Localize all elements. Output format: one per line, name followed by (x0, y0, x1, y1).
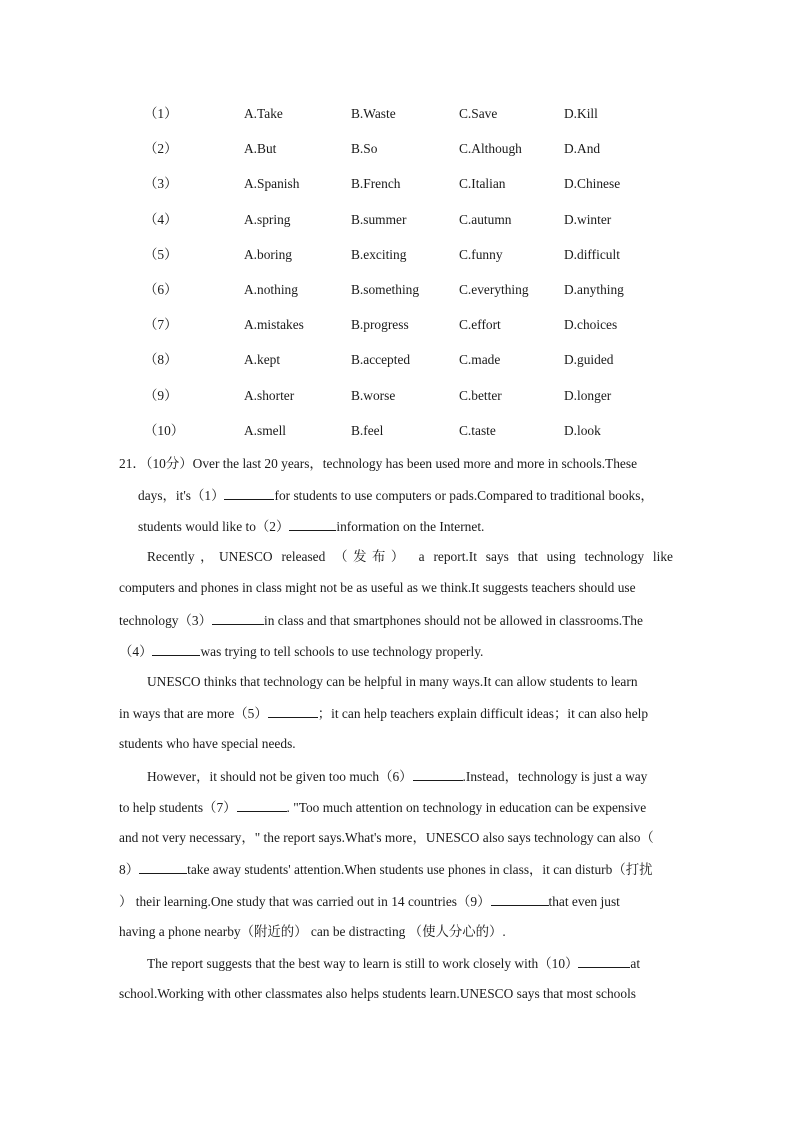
question-number: （9） (144, 387, 178, 403)
option-b: B.summer (351, 211, 407, 227)
passage-line: UNESCO thinks that technology can be helpful in many ways.It can allow students to learn (147, 674, 638, 689)
option-b: B.worse (351, 387, 396, 403)
question-number: （1） (144, 106, 178, 121)
option-c: C.taste (459, 422, 496, 438)
option-d: D.Chinese (564, 176, 621, 192)
passage-line: days，it's（1） for students to use computers or pads.Compared to traditional books， (138, 485, 654, 506)
passage-line: Recently，UNESCO released （发布） a report.It says that using technology like (147, 549, 673, 564)
option-d: D.look (564, 422, 601, 438)
option-row (0, 245, 794, 280)
option-row (0, 350, 794, 385)
option-b: B.French (351, 176, 401, 192)
option-b: B.So (351, 141, 378, 157)
question-number: （5） (144, 246, 178, 262)
option-b: B.something (351, 281, 420, 297)
option-c: C.Italian (459, 176, 506, 192)
option-c: C.funny (459, 246, 503, 262)
option-a: A.kept (244, 352, 281, 368)
answer-blank (413, 766, 463, 781)
passage-line: and not very necessary，" the report says.What's more，UNESCO also says technology can also（ (119, 830, 654, 845)
options-table (0, 104, 794, 456)
option-c: C.Although (459, 141, 522, 157)
answer-blank (289, 516, 336, 531)
passage-line: students who have special needs. (119, 736, 296, 751)
question-number: （10） (144, 422, 185, 438)
option-a: A.shorter (244, 387, 295, 403)
passage-line: computers and phones in class might not be as useful as we think.It suggests teachers should use (119, 580, 636, 595)
passage-line: technology（3） in class and that smartphones should not be allowed in classrooms.The (119, 610, 643, 631)
option-a: A.spring (244, 211, 291, 227)
passage-line: （4） was trying to tell schools to use technology properly. (119, 641, 483, 662)
option-a: A.Spanish (244, 176, 300, 192)
answer-blank (237, 797, 287, 812)
option-c: C.better (459, 387, 502, 403)
option-c: C.autumn (459, 211, 512, 227)
option-a: A.Take (244, 106, 283, 121)
option-row (0, 315, 794, 350)
option-c: C.Save (459, 106, 498, 121)
option-d: D.And (564, 141, 601, 157)
passage-line: having a phone nearby（附近的） can be distracting （使人分心的）. (119, 924, 506, 939)
option-c: C.effort (459, 317, 501, 333)
question-number: （8） (144, 352, 178, 368)
question-number: （2） (144, 141, 178, 157)
question-number: （3） (144, 176, 178, 192)
question-heading: 21．（10分）Over the last 20 years，technology has been used more and more in schools.These (119, 456, 638, 471)
option-d: D.Kill (564, 106, 598, 121)
answer-blank (139, 859, 187, 874)
option-row (0, 421, 794, 456)
option-a: A.boring (244, 246, 292, 262)
option-row (0, 280, 794, 315)
passage-line: The report suggests that the best way to learn is still to work closely with（10） at (147, 953, 640, 974)
option-b: B.accepted (351, 352, 411, 368)
option-d: D.longer (564, 387, 612, 403)
answer-blank (268, 703, 318, 718)
option-d: D.choices (564, 317, 618, 333)
question-number: （4） (144, 211, 178, 227)
option-c: C.everything (459, 281, 529, 297)
option-b: B.exciting (351, 246, 407, 262)
option-row (0, 174, 794, 209)
option-d: D.guided (564, 352, 614, 368)
option-row (0, 104, 794, 139)
passage-line: to help students（7） . "Too much attention on technology in education can be expensive (119, 797, 646, 818)
answer-blank (212, 610, 264, 625)
option-row (0, 139, 794, 174)
passage-line: 8） take away students' attention.When students use phones in class，it can disturb（打扰 (119, 859, 653, 880)
option-c: C.made (459, 352, 501, 368)
passage-line: school.Working with other classmates also helps students learn.UNESCO says that most schools (119, 986, 637, 1001)
option-a: A.But (244, 141, 277, 157)
option-a: A.smell (244, 422, 287, 438)
option-a: A.mistakes (244, 317, 304, 333)
question-number: （6） (144, 281, 178, 297)
answer-blank (224, 485, 274, 500)
question-number: （7） (144, 317, 178, 333)
answer-blank (491, 891, 549, 906)
option-d: D.anything (564, 281, 624, 297)
answer-blank (578, 953, 630, 968)
option-a: A.nothing (244, 281, 298, 297)
option-d: D.difficult (564, 246, 620, 262)
option-d: D.winter (564, 211, 612, 227)
option-b: B.progress (351, 317, 409, 333)
option-row (0, 210, 794, 245)
passage-line: in ways that are more（5） ；it can help teachers explain difficult ideas；it can also help (119, 703, 648, 724)
passage-line: students would like to（2） information on the Internet. (138, 516, 484, 537)
answer-blank (152, 641, 200, 656)
passage-line: However，it should not be given too much（6） .Instead，technology is just a way (147, 766, 647, 787)
option-row (0, 386, 794, 421)
option-b: B.Waste (351, 106, 396, 121)
option-b: B.feel (351, 422, 384, 438)
passage-line: ） their learning.One study that was carried out in 14 countries（9） that even just (119, 891, 620, 912)
